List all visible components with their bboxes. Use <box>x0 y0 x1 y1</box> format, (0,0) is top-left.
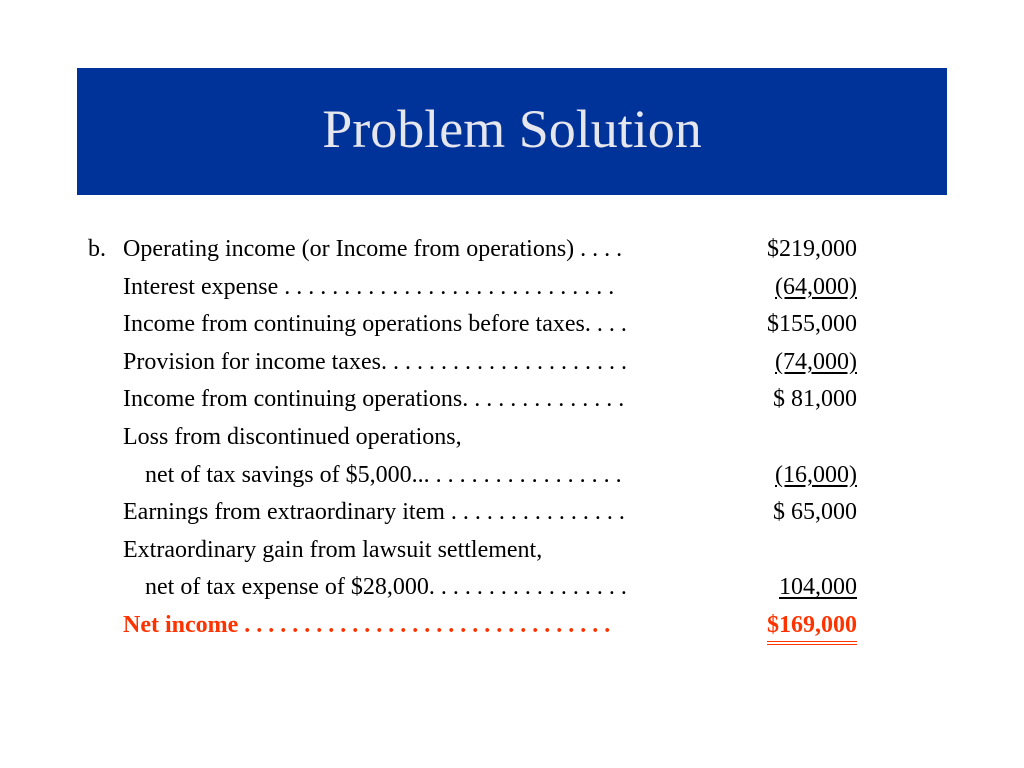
slide-title: Problem Solution <box>322 98 702 159</box>
row-operating-income <box>0 232 1024 270</box>
net-income-label: Net income . . . . . . . . . . . . . . . . . . . . . . . . . . . . . . . <box>123 611 611 638</box>
row-interest-expense <box>0 270 1024 308</box>
row-label: Interest expense . . . . . . . . . . . . . . . . . . . . . . . . . . . . <box>123 273 615 300</box>
row-earnings-extraordinary <box>0 495 1024 533</box>
row-amount <box>735 462 857 489</box>
row-extraordinary-gain <box>0 533 1024 571</box>
income-statement <box>0 232 1024 646</box>
amount-value: (64,000) <box>775 273 857 300</box>
row-label: Income from continuing operations before taxes. . . . <box>123 311 627 338</box>
row-label: Loss from discontinued operations, <box>123 423 462 450</box>
row-label: Earnings from extraordinary item . . . . . . . . . . . . . . . <box>123 499 625 526</box>
row-amount <box>735 274 857 301</box>
row-label: Extraordinary gain from lawsuit settlement, <box>123 536 543 563</box>
amount-value: $ 81,000 <box>773 386 857 413</box>
row-amount <box>735 349 857 376</box>
row-loss-discontinued-ops <box>0 420 1024 458</box>
amount-value: (74,000) <box>775 348 857 375</box>
row-amount <box>735 386 857 413</box>
row-label: net of tax savings of $5,000... . . . . . . . . . . . . . . . . <box>145 461 622 488</box>
row-income-continuing-ops <box>0 382 1024 420</box>
amount-value: $219,000 <box>767 236 857 262</box>
row-net-of-tax-expense <box>0 570 1024 608</box>
row-net-income <box>0 608 1024 646</box>
row-label: Provision for income taxes. . . . . . . . . . . . . . . . . . . . . <box>123 348 627 375</box>
amount-value: $169,000 <box>767 613 857 645</box>
row-income-before-taxes <box>0 307 1024 345</box>
row-label: Operating income (or Income from operations) . . . . <box>123 236 623 262</box>
row-amount <box>735 236 857 263</box>
amount-value: 104,000 <box>779 574 857 601</box>
amount-value: (16,000) <box>775 461 857 488</box>
row-amount <box>735 574 857 601</box>
row-net-of-tax-savings <box>0 458 1024 496</box>
row-amount <box>735 499 857 526</box>
row-label: Income from continuing operations. . . . . . . . . . . . . . <box>123 386 625 413</box>
row-provision-income-taxes <box>0 345 1024 383</box>
title-bar <box>77 68 947 195</box>
item-marker: b. <box>88 236 106 262</box>
row-amount <box>735 311 857 338</box>
row-label: net of tax expense of $28,000. . . . . . . . . . . . . . . . . <box>145 574 627 601</box>
amount-value: $ 65,000 <box>773 499 857 526</box>
net-income-amount <box>735 612 857 645</box>
amount-value: $155,000 <box>767 311 857 338</box>
